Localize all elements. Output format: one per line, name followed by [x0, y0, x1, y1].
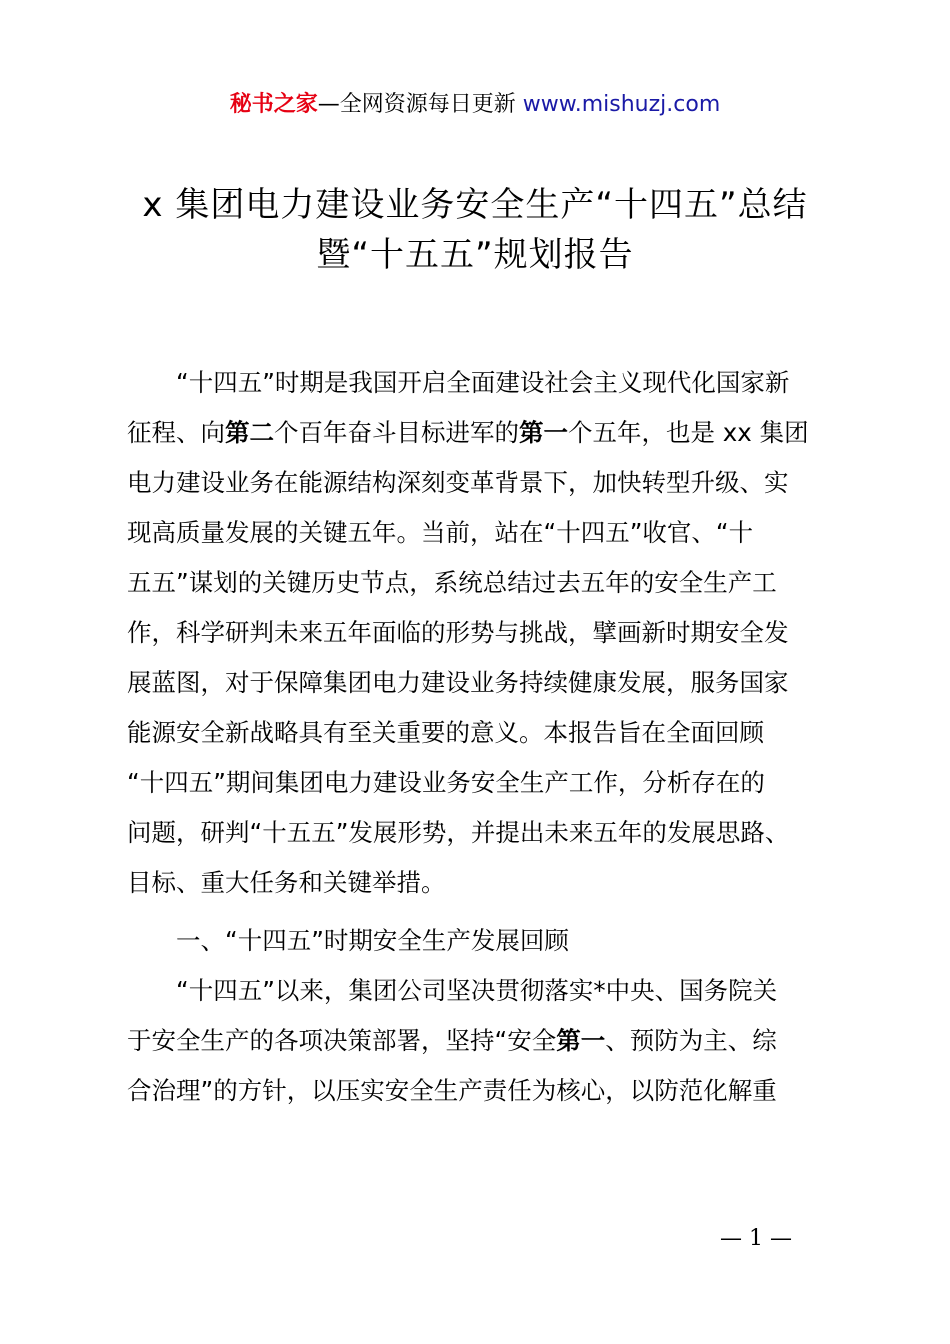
text-run: 、预防为主、综 [605, 1026, 777, 1055]
text-run: 征程、向 [127, 418, 225, 447]
paragraph-line: 合治理”的方针，以压实安全生产责任为核心，以防范化解重 [127, 1076, 777, 1105]
text-run: 个百年奋斗目标进军的 [274, 418, 519, 447]
paragraph-line: 能源安全新战略具有至关重要的意义。本报告旨在全面回顾 [127, 718, 764, 747]
paragraph-line: 电力建设业务在能源结构深刻变革背景下，加快转型升级、实 [127, 468, 789, 497]
paragraph-line: 问题，研判“十五五”发展形势，并提出未来五年的发展思路、 [127, 818, 790, 847]
paragraph-line: 展蓝图，对于保障集团电力建设业务持续健康发展，服务国家 [127, 668, 789, 697]
section-heading [127, 916, 847, 966]
header-dash: — [317, 92, 340, 117]
site-header [0, 88, 950, 122]
document-title [0, 180, 950, 280]
header-slogan: 全网资源每日更新 [339, 92, 523, 117]
section-heading-text: 一、“十四五”时期安全生产发展回顾 [176, 926, 569, 955]
bold-text-run: 第一 [519, 418, 568, 447]
page-number: — 1 — [720, 1226, 792, 1251]
title-line-1: x 集团电力建设业务安全生产“十四五”总结 [142, 185, 808, 225]
paragraph-line: 目标、重大任务和关键举措。 [127, 868, 446, 897]
paragraph-line: 五五”谋划的关键历史节点，系统总结过去五年的安全生产工 [127, 568, 777, 597]
intro-paragraph [127, 358, 847, 908]
paragraph-line [127, 408, 847, 458]
paragraph-line: “十四五”期间集团电力建设业务安全生产工作，分析存在的 [127, 768, 765, 797]
text-run: 于安全生产的各项决策部署，坚持“安全 [127, 1026, 557, 1055]
bold-text-run: 第一 [556, 1026, 606, 1055]
brand-name: 秘书之家 [229, 92, 318, 117]
title-line-2: 暨“十五五”规划报告 [316, 235, 634, 275]
bold-text-run: 第二 [225, 418, 274, 447]
paragraph-line: 现高质量发展的关键五年。当前，站在“十四五”收官、“十 [127, 518, 754, 547]
paragraph-line [127, 1016, 847, 1066]
text-run: 个五年，也是 xx 集团 [568, 418, 809, 447]
paragraph-line: 作，科学研判未来五年面临的形势与挑战，擘画新时期安全发 [127, 618, 789, 647]
review-paragraph [127, 966, 847, 1116]
site-url-link[interactable]: www.mishuzj.com [522, 92, 721, 117]
paragraph-line: “十四五”以来，集团公司坚决贯彻落实*中央、国务院关 [176, 976, 778, 1005]
paragraph-line: “十四五”时期是我国开启全面建设社会主义现代化国家新 [176, 368, 790, 397]
